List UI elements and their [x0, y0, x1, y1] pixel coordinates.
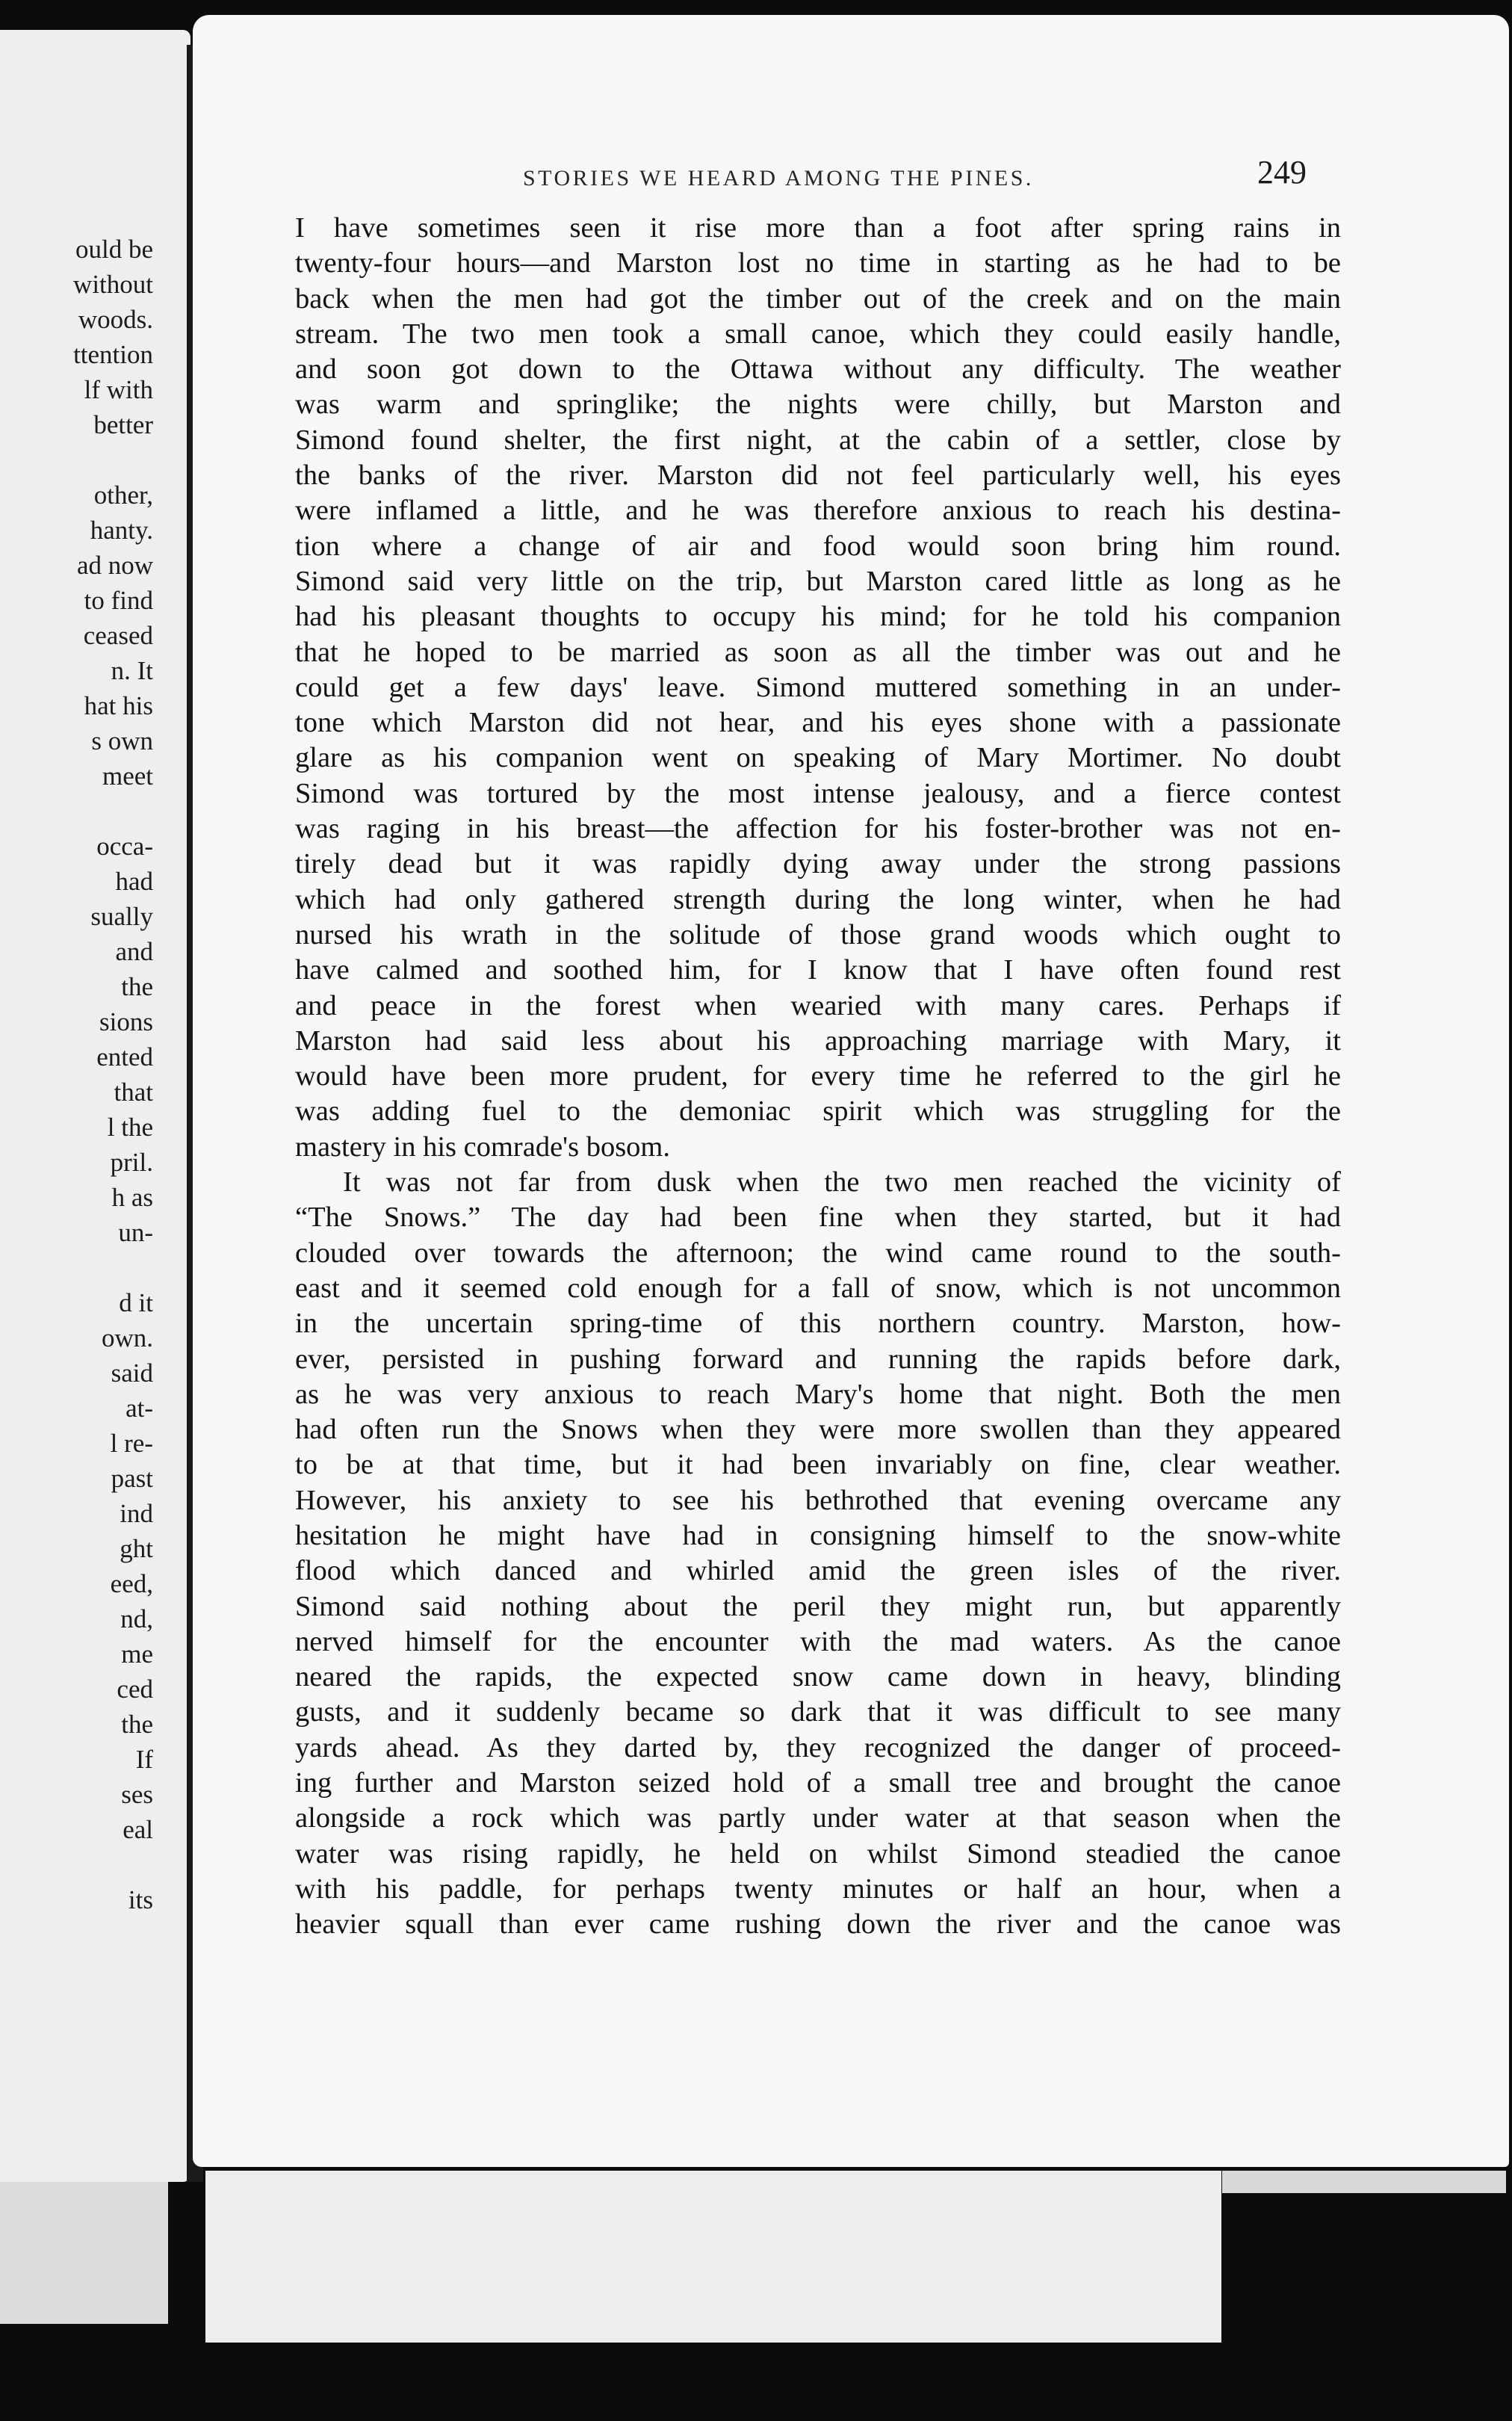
text-line: twenty-four hours—and Marston lost no time in starting as he had to be: [295, 247, 1341, 279]
left-page-fragment: ind: [120, 1499, 153, 1528]
left-page-fragment: ttention: [73, 340, 153, 369]
text-line: Simond was tortured by the most intense jealousy, and a fierce contest: [295, 777, 1341, 809]
text-line: mastery in his comrade's bosom.: [295, 1131, 671, 1163]
text-line: could get a few days' leave. Simond muttered something in an under-: [295, 671, 1341, 703]
text-line: hesitation he might have had in consigning himself to the snow-white: [295, 1519, 1341, 1551]
left-page-fragment: If: [135, 1745, 153, 1774]
text-line: and soon got down to the Ottawa without any difficulty. The weather: [295, 353, 1341, 386]
left-page-fragment: [0, 1250, 153, 1285]
left-page-fragment: that: [114, 1077, 153, 1107]
text-line: Simond found shelter, the first night, at the cabin of a settler, close by: [295, 424, 1341, 456]
text-line: clouded over towards the afternoon; the wind came round to the south-: [295, 1237, 1341, 1269]
left-page-fragment: ented: [96, 1042, 153, 1072]
left-page-fragment: ceased: [83, 621, 153, 650]
text-line: glare as his companion went on speaking of Mary Mortimer. No doubt: [295, 742, 1341, 774]
left-page-fragment: l the: [107, 1113, 153, 1142]
left-page-fragment: [0, 794, 153, 829]
left-page-fragment: ght: [120, 1534, 153, 1563]
text-line: It was not far from dusk when the two men reached the vicinity of: [343, 1166, 1341, 1199]
text-line: heavier squall than ever came rushing down the river and the canoe was: [295, 1908, 1341, 1941]
text-line: nerved himself for the encounter with the mad waters. As the canoe: [295, 1625, 1341, 1657]
text-line: neared the rapids, the expected snow came down in heavy, blinding: [295, 1661, 1341, 1693]
left-page-fragment: [0, 1847, 153, 1882]
text-line: east and it seemed cold enough for a fall of snow, which is not uncommon: [295, 1272, 1341, 1304]
left-page-fragment: s own: [91, 726, 153, 755]
left-page-edge: [0, 2182, 168, 2324]
text-line: Marston had said less about his approaching marriage with Mary, it: [295, 1024, 1341, 1057]
text-line: nursed his wrath in the solitude of those grand woods which ought to: [295, 918, 1341, 950]
left-page-fragment: own.: [101, 1323, 153, 1352]
left-page-fragment: other,: [93, 480, 153, 510]
left-page-fragment: its: [128, 1885, 153, 1914]
text-line: However, his anxiety to see his bethrothed that evening overcame any: [295, 1484, 1341, 1516]
left-page-fragment: occa-: [96, 832, 153, 861]
left-page-fragment: l re-: [110, 1429, 153, 1458]
text-line: had often run the Snows when they were more swollen than they appeared: [295, 1414, 1341, 1446]
text-line: I have sometimes seen it rise more than a foot after spring rains in: [295, 212, 1341, 244]
text-line: Simond said nothing about the peril they might run, but apparently: [295, 1590, 1341, 1622]
text-line: gusts, and it suddenly became so dark that it was difficult to see many: [295, 1696, 1341, 1728]
running-head: STORIES WE HEARD AMONG THE PINES.: [523, 166, 1034, 191]
left-page-fragment: nd,: [120, 1604, 153, 1633]
left-page-text: [0, 232, 153, 1917]
text-line: as he was very anxious to reach Mary's home that night. Both the men: [295, 1378, 1341, 1410]
left-page-fragment: hanty.: [90, 516, 153, 545]
left-page-fragment: to find: [84, 586, 153, 615]
left-page-fragment: the: [121, 1710, 153, 1739]
text-line: tion where a change of air and food would soon bring him round.: [295, 530, 1341, 562]
left-page-fragment: ses: [121, 1780, 153, 1809]
left-page-fragment: without: [73, 270, 153, 299]
text-line: was adding fuel to the demoniac spirit which was struggling for the: [295, 1095, 1341, 1128]
left-page-fragment: un-: [118, 1218, 153, 1247]
text-line: was raging in his breast—the affection for his foster-brother was not en-: [295, 813, 1341, 845]
text-line: back when the men had got the timber out of the creek and on the main: [295, 282, 1341, 315]
text-line: in the uncertain spring-time of this northern country. Marston, how-: [295, 1308, 1341, 1340]
text-line: tirely dead but it was rapidly dying away under the strong passions: [295, 848, 1341, 880]
text-line: alongside a rock which was partly under water at that season when the: [295, 1802, 1341, 1834]
left-page-fragment: d it: [119, 1288, 153, 1317]
left-page-fragment: meet: [102, 761, 153, 791]
text-line: flood which danced and whirled amid the green isles of the river.: [295, 1555, 1341, 1587]
text-line: was warm and springlike; the nights were chilly, but Marston and: [295, 389, 1341, 421]
left-page-fragment: sions: [99, 1007, 153, 1036]
page-number: 249: [1257, 154, 1307, 191]
left-page-fragment: sually: [90, 902, 153, 931]
text-line: water was rising rapidly, he held on whilst Simond steadied the canoe: [295, 1837, 1341, 1870]
text-line: with his paddle, for perhaps twenty minutes or half an hour, when a: [295, 1873, 1341, 1905]
left-page-fragment: n. It: [111, 656, 153, 685]
left-page-fragment: pril.: [110, 1148, 153, 1177]
left-page-fragment: eal: [123, 1815, 153, 1844]
underlying-page: [205, 2171, 1221, 2343]
text-line: and peace in the forest when wearied with many cares. Perhaps if: [295, 989, 1341, 1021]
left-page-fragment: eed,: [110, 1569, 153, 1598]
left-page-fragment: [0, 442, 153, 477]
text-line: which had only gathered strength during the long winter, when he had: [295, 883, 1341, 915]
text-line: Simond said very little on the trip, but Marston cared little as long as he: [295, 565, 1341, 597]
left-page-fragment: me: [121, 1639, 153, 1669]
left-page-fragment: h as: [111, 1183, 153, 1212]
text-line: “The Snows.” The day had been fine when they started, but it had: [295, 1202, 1341, 1234]
text-line: have calmed and soothed him, for I know that I have often found rest: [295, 954, 1341, 986]
text-line: tone which Marston did not hear, and his eyes shone with a passionate: [295, 707, 1341, 739]
text-line: ing further and Marston seized hold of a small tree and brought the canoe: [295, 1767, 1341, 1799]
left-page-fragment: ced: [117, 1675, 153, 1704]
text-line: had his pleasant thoughts to occupy his mind; for he told his companion: [295, 601, 1341, 633]
text-line: to be at that time, but it had been invariably on fine, clear weather.: [295, 1449, 1341, 1481]
text-line: that he hoped to be married as soon as all the timber was out and he: [295, 636, 1341, 668]
text-line: would have been more prudent, for every time he referred to the girl he: [295, 1060, 1341, 1092]
left-page-fragment: had: [115, 867, 153, 896]
left-page-fragment: ould be: [75, 235, 153, 264]
left-page-fragment: woods.: [78, 305, 153, 334]
text-line: were inflamed a little, and he was therefore anxious to reach his destina-: [295, 495, 1341, 527]
left-page-fragment: better: [93, 410, 153, 439]
left-page-fragment: the: [121, 972, 153, 1001]
left-page-fragment: said: [111, 1358, 153, 1388]
left-page-fragment: past: [111, 1464, 153, 1493]
text-line: stream. The two men took a small canoe, which they could easily handle,: [295, 318, 1341, 350]
text-line: the banks of the river. Marston did not feel particularly well, his eyes: [295, 460, 1341, 492]
left-page-fragment: and: [115, 937, 153, 966]
left-page-fragment: at-: [126, 1394, 153, 1423]
left-page-fragment: lf with: [84, 375, 153, 404]
left-page-fragment: ad now: [76, 551, 153, 580]
underlying-page-edge: [1222, 2171, 1506, 2193]
text-line: ever, persisted in pushing forward and running the rapids before dark,: [295, 1343, 1341, 1375]
left-page-fragment: hat his: [84, 691, 153, 720]
body-text: [295, 211, 1341, 1943]
text-line: yards ahead. As they darted by, they recognized the danger of proceed-: [295, 1731, 1341, 1763]
